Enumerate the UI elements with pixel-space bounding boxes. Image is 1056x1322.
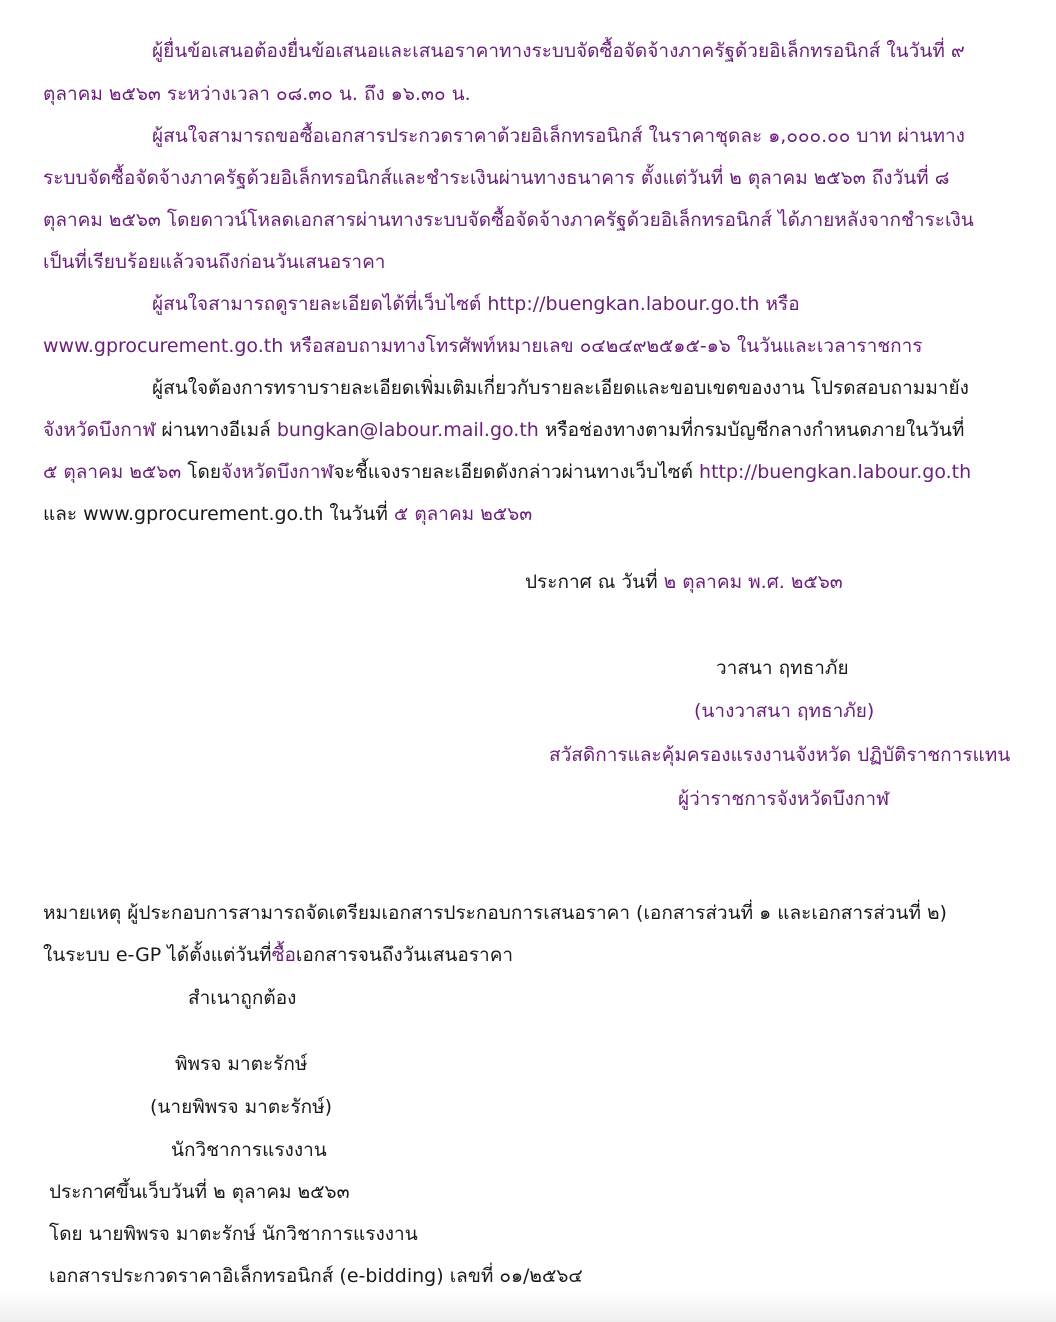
note-line2 bbox=[43, 944, 513, 967]
para2-line2: ระบบจัดซื้อจัดจ้างภาครัฐด้วยอิเล็กทรอนิกส์และชำระเงินผ่านทางธนาคาร ตั้งแต่วันที่ ๒ ตุลาคม ๒๕๖๓ ถึงวันที่ ๘ bbox=[43, 167, 950, 189]
by-text: โดย bbox=[181, 461, 222, 483]
certified-position: นักวิชาการแรงงาน bbox=[171, 1139, 327, 1161]
signer-position-1: สวัสดิการและคุ้มครองแรงงานจังหวัด ปฏิบัติราชการแทน bbox=[549, 744, 1011, 766]
website-link[interactable]: http://buengkan.labour.go.th bbox=[699, 461, 972, 483]
para3-line2: www.gprocurement.go.th หรือสอบถามทางโทรศัพท์หมายเลข ๐๔๒๔๙๒๕๑๕-๑๖ ในวันและเวลาราชการ bbox=[43, 335, 923, 357]
certified-name: พิพรจ มาตะรักษ์ bbox=[175, 1053, 308, 1075]
para1-line1: ผู้ยื่นข้อเสนอต้องยื่นข้อเสนอและเสนอราคาทางระบบจัดซื้อจัดจ้างภาครัฐด้วยอิเล็กทรอนิกส์ ในวันที่ ๙ bbox=[152, 40, 965, 62]
para2-line3: ตุลาคม ๒๕๖๓ โดยดาวน์โหลดเอกสารผ่านทางระบบจัดซื้อจัดจ้างภาครัฐด้วยอิเล็กทรอนิกส์ ได้ภายหลังจากชำระเงิน bbox=[43, 209, 974, 231]
gprocurement-text: และ www.gprocurement.go.th ในวันที่ bbox=[43, 503, 394, 525]
para2-line4: เป็นที่เรียบร้อยแล้วจนถึงก่อนวันเสนอราคา bbox=[43, 251, 386, 273]
bottom-fade bbox=[0, 1292, 1056, 1322]
province-name-2: จังหวัดบึงกาฬ bbox=[221, 461, 334, 483]
certified-full-name: (นายพิพรจ มาตะรักษ์) bbox=[150, 1096, 333, 1118]
email-label: ผ่านทางอีเมล์ bbox=[155, 419, 277, 441]
channel-text: หรือช่องทางตามที่กรมบัญชีกลางกำหนดภายในวันที่ bbox=[538, 419, 965, 441]
deadline-date: ๕ ตุลาคม ๒๕๖๓ bbox=[43, 461, 182, 483]
para1-line2: ตุลาคม ๒๕๖๓ ระหว่างเวลา ๐๘.๓๐ น. ถึง ๑๖.๓๐ น. bbox=[43, 83, 471, 105]
para4-line1: ผู้สนใจต้องการทราบรายละเอียดเพิ่มเติมเกี่ยวกับรายละเอียดและขอบเขตของงาน โปรดสอบถามมายัง bbox=[152, 377, 969, 399]
footer-line1: ประกาศขึ้นเว็บวันที่ ๒ ตุลาคม ๒๕๖๓ bbox=[49, 1181, 350, 1203]
email-link[interactable]: bungkan@labour.mail.go.th bbox=[276, 419, 539, 441]
clarify-date: ๕ ตุลาคม ๒๕๖๓ bbox=[393, 503, 533, 525]
note-line2-a: ในระบบ e-GP ได้ตั้งแต่วันที่ bbox=[43, 944, 272, 966]
note-line1: หมายเหตุ ผู้ประกอบการสามารถจัดเตรียมเอกสารประกอบการเสนอราคา (เอกสารส่วนที่ ๑ และเอกสารส่วนที่ ๒) bbox=[43, 902, 947, 924]
signer-full-name: (นางวาสนา ฤทธาภัย) bbox=[694, 700, 875, 722]
announce-line bbox=[525, 571, 843, 594]
para2-line1: ผู้สนใจสามารถขอซื้อเอกสารประกวดราคาด้วยอิเล็กทรอนิกส์ ในราคาชุดละ ๑,๐๐๐.๐๐ บาท ผ่านทาง bbox=[152, 125, 965, 147]
para4-line2 bbox=[43, 419, 964, 442]
note-line2-c: เอกสารจนถึงวันเสนอราคา bbox=[295, 944, 514, 966]
para4-line3 bbox=[43, 461, 971, 484]
footer-line3: เอกสารประกวดราคาอิเล็กทรอนิกส์ (e-bidding) เลขที่ ๐๑/๒๕๖๔ bbox=[49, 1265, 583, 1287]
province-name: จังหวัดบึงกาฬ bbox=[43, 419, 156, 441]
para3-line1: ผู้สนใจสามารถดูรายละเอียดได้ที่เว็บไซต์ http://buengkan.labour.go.th หรือ bbox=[152, 293, 800, 315]
para4-line4 bbox=[43, 503, 532, 526]
clarify-text: จะชี้แจงรายละเอียดดังกล่าวผ่านทางเว็บไซต์ bbox=[333, 461, 700, 483]
announce-date: ๒ ตุลาคม พ.ศ. ๒๕๖๓ bbox=[663, 571, 843, 593]
certified-title: สำเนาถูกต้อง bbox=[188, 987, 297, 1009]
footer-line2: โดย นายพิพรจ มาตะรักษ์ นักวิชาการแรงงาน bbox=[49, 1223, 418, 1245]
signer-position-2: ผู้ว่าราชการจังหวัดบึงกาฬ bbox=[678, 788, 890, 810]
announce-prefix: ประกาศ ณ วันที่ bbox=[525, 571, 664, 593]
note-line2-b: ซื้อ bbox=[271, 944, 296, 966]
signer-name: วาสนา ฤทธาภัย bbox=[716, 657, 849, 679]
